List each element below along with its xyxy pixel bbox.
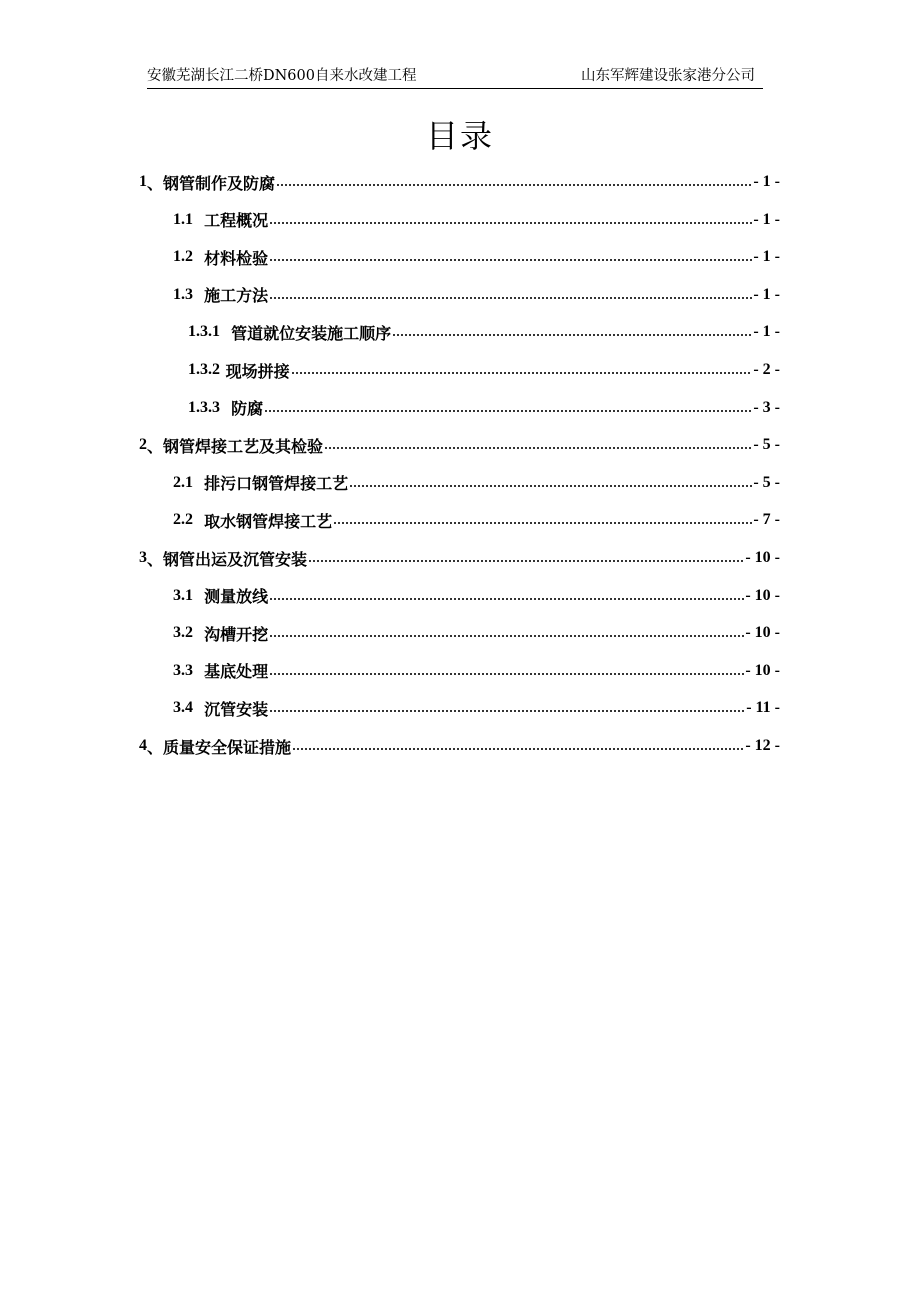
toc-entry-number: 1.3.3 xyxy=(188,398,220,416)
toc-entry-title: 现场拼接 xyxy=(225,361,290,381)
toc-entry-separator: 、 xyxy=(147,173,164,193)
toc-entry[interactable] xyxy=(188,314,780,350)
toc-entry-page: - 5 - xyxy=(753,436,780,454)
toc-entry-page: - 3 - xyxy=(753,398,780,416)
toc-entry[interactable] xyxy=(139,427,780,463)
toc-entry-page: - 11 - xyxy=(746,699,780,717)
toc-entry-number: 3 xyxy=(139,549,147,566)
toc-dot-leader xyxy=(269,595,744,603)
toc-entry-page: - 1 - xyxy=(753,248,780,266)
toc-entry-number: 3.4 xyxy=(173,699,193,717)
toc-entry[interactable] xyxy=(173,202,780,238)
toc-entry-number: 4 xyxy=(139,737,147,754)
toc-entry[interactable] xyxy=(188,390,780,426)
toc-dot-leader xyxy=(392,331,752,339)
toc-entry-separator: 、 xyxy=(147,737,164,757)
toc-entry-title: 取水钢管焊接工艺 xyxy=(204,511,333,531)
toc-entry-number: 1 xyxy=(139,173,147,190)
toc-entry-title: 钢管出运及沉管安装 xyxy=(163,549,308,569)
toc-entry-separator xyxy=(193,473,204,492)
toc-entry-page: - 10 - xyxy=(745,586,780,604)
toc-entry-number: 3.2 xyxy=(173,624,193,642)
toc-entry-page: - 10 - xyxy=(745,549,780,566)
toc-dot-leader xyxy=(349,482,752,490)
toc-dot-leader xyxy=(333,519,752,527)
toc-entry[interactable] xyxy=(188,352,780,388)
toc-dot-leader xyxy=(269,219,752,227)
toc-dot-leader xyxy=(292,745,744,753)
toc-dot-leader xyxy=(269,670,744,678)
toc-entry-separator xyxy=(193,285,204,304)
toc-entry-separator xyxy=(193,210,204,229)
toc-entry-title: 基底处理 xyxy=(204,662,269,682)
toc-dot-leader xyxy=(269,707,745,715)
toc-entry-number: 1.1 xyxy=(173,210,193,228)
toc-dot-leader xyxy=(264,407,752,415)
toc-entry-separator xyxy=(193,248,204,267)
toc-entry-title: 质量安全保证措施 xyxy=(163,737,292,757)
toc-entry-number: 2 xyxy=(139,436,147,454)
toc-entry-title: 沉管安装 xyxy=(204,699,269,719)
toc-entry-number: 1.3.2 xyxy=(188,361,220,378)
toc-dot-leader xyxy=(291,369,753,377)
header-company-name: 山东军辉建设张家港分公司 xyxy=(581,68,755,84)
header-project-name: 安徽芜湖长江二桥DN600自来水改建工程 xyxy=(147,68,417,84)
toc-entry-title: 沟槽开挖 xyxy=(204,624,269,644)
toc-entry[interactable] xyxy=(173,277,780,313)
toc-entry[interactable] xyxy=(139,728,780,764)
toc-entry-number: 3.1 xyxy=(173,586,193,604)
toc-entry-number: 1.3.1 xyxy=(188,323,220,341)
toc-entry-separator xyxy=(193,586,204,605)
toc-dot-leader xyxy=(269,294,752,302)
toc-entry[interactable] xyxy=(173,690,780,726)
toc-entry-page: - 7 - xyxy=(753,511,780,529)
toc-entry-separator: 、 xyxy=(147,436,164,456)
toc-entry[interactable] xyxy=(173,465,780,501)
toc-entry-title: 防腐 xyxy=(231,399,264,419)
toc-entry-number: 3.3 xyxy=(173,661,193,679)
toc-entry[interactable] xyxy=(173,653,780,689)
toc-entry-page: - 10 - xyxy=(745,661,780,679)
toc-entry-page: - 1 - xyxy=(753,173,780,190)
toc-entry-page: - 12 - xyxy=(745,737,780,754)
toc-entry[interactable] xyxy=(173,239,780,275)
toc-entry-separator: 、 xyxy=(147,549,164,569)
toc-dot-leader xyxy=(269,632,744,640)
toc-entry-number: 2.1 xyxy=(173,473,193,491)
toc-entry-separator xyxy=(193,699,204,718)
toc-entry-title: 施工方法 xyxy=(204,286,269,306)
toc-entry-title: 材料检验 xyxy=(204,248,269,268)
toc-title: 目录 xyxy=(425,117,494,155)
toc-entry-title: 测量放线 xyxy=(204,587,269,607)
toc-entry[interactable] xyxy=(139,164,780,200)
toc-entry[interactable] xyxy=(173,615,780,651)
toc-entry-title: 管道就位安装施工顺序 xyxy=(231,323,392,343)
toc-entry-separator xyxy=(193,661,204,680)
toc-entry-number: 1.3 xyxy=(173,285,193,303)
toc-entry[interactable] xyxy=(173,502,780,538)
toc-dot-leader xyxy=(276,181,752,189)
toc-entry-title: 工程概况 xyxy=(204,211,269,231)
toc-entry-separator xyxy=(220,398,231,417)
toc-entry-title: 排污口钢管焊接工艺 xyxy=(204,474,349,494)
toc-entry-separator xyxy=(193,511,204,530)
toc-entry-page: - 5 - xyxy=(753,473,780,491)
toc-entry-page: - 1 - xyxy=(753,323,780,341)
toc-entry[interactable] xyxy=(173,578,780,614)
page-header xyxy=(147,66,763,89)
toc-entry-separator xyxy=(220,323,231,342)
toc-entry-title: 钢管制作及防腐 xyxy=(163,173,276,193)
toc-entry-number: 1.2 xyxy=(173,248,193,266)
toc-dot-leader xyxy=(308,557,744,565)
toc-entry[interactable] xyxy=(139,540,780,576)
toc-dot-leader xyxy=(269,256,752,264)
toc-entry-number: 2.2 xyxy=(173,511,193,529)
toc-dot-leader xyxy=(324,444,752,452)
toc-entry-page: - 1 - xyxy=(753,285,780,303)
toc-entry-page: - 1 - xyxy=(753,210,780,228)
toc-entry-title: 钢管焊接工艺及其检验 xyxy=(163,436,324,456)
toc-entry-separator xyxy=(193,624,204,643)
toc-entry-page: - 2 - xyxy=(753,361,780,378)
toc-entry-page: - 10 - xyxy=(745,624,780,642)
